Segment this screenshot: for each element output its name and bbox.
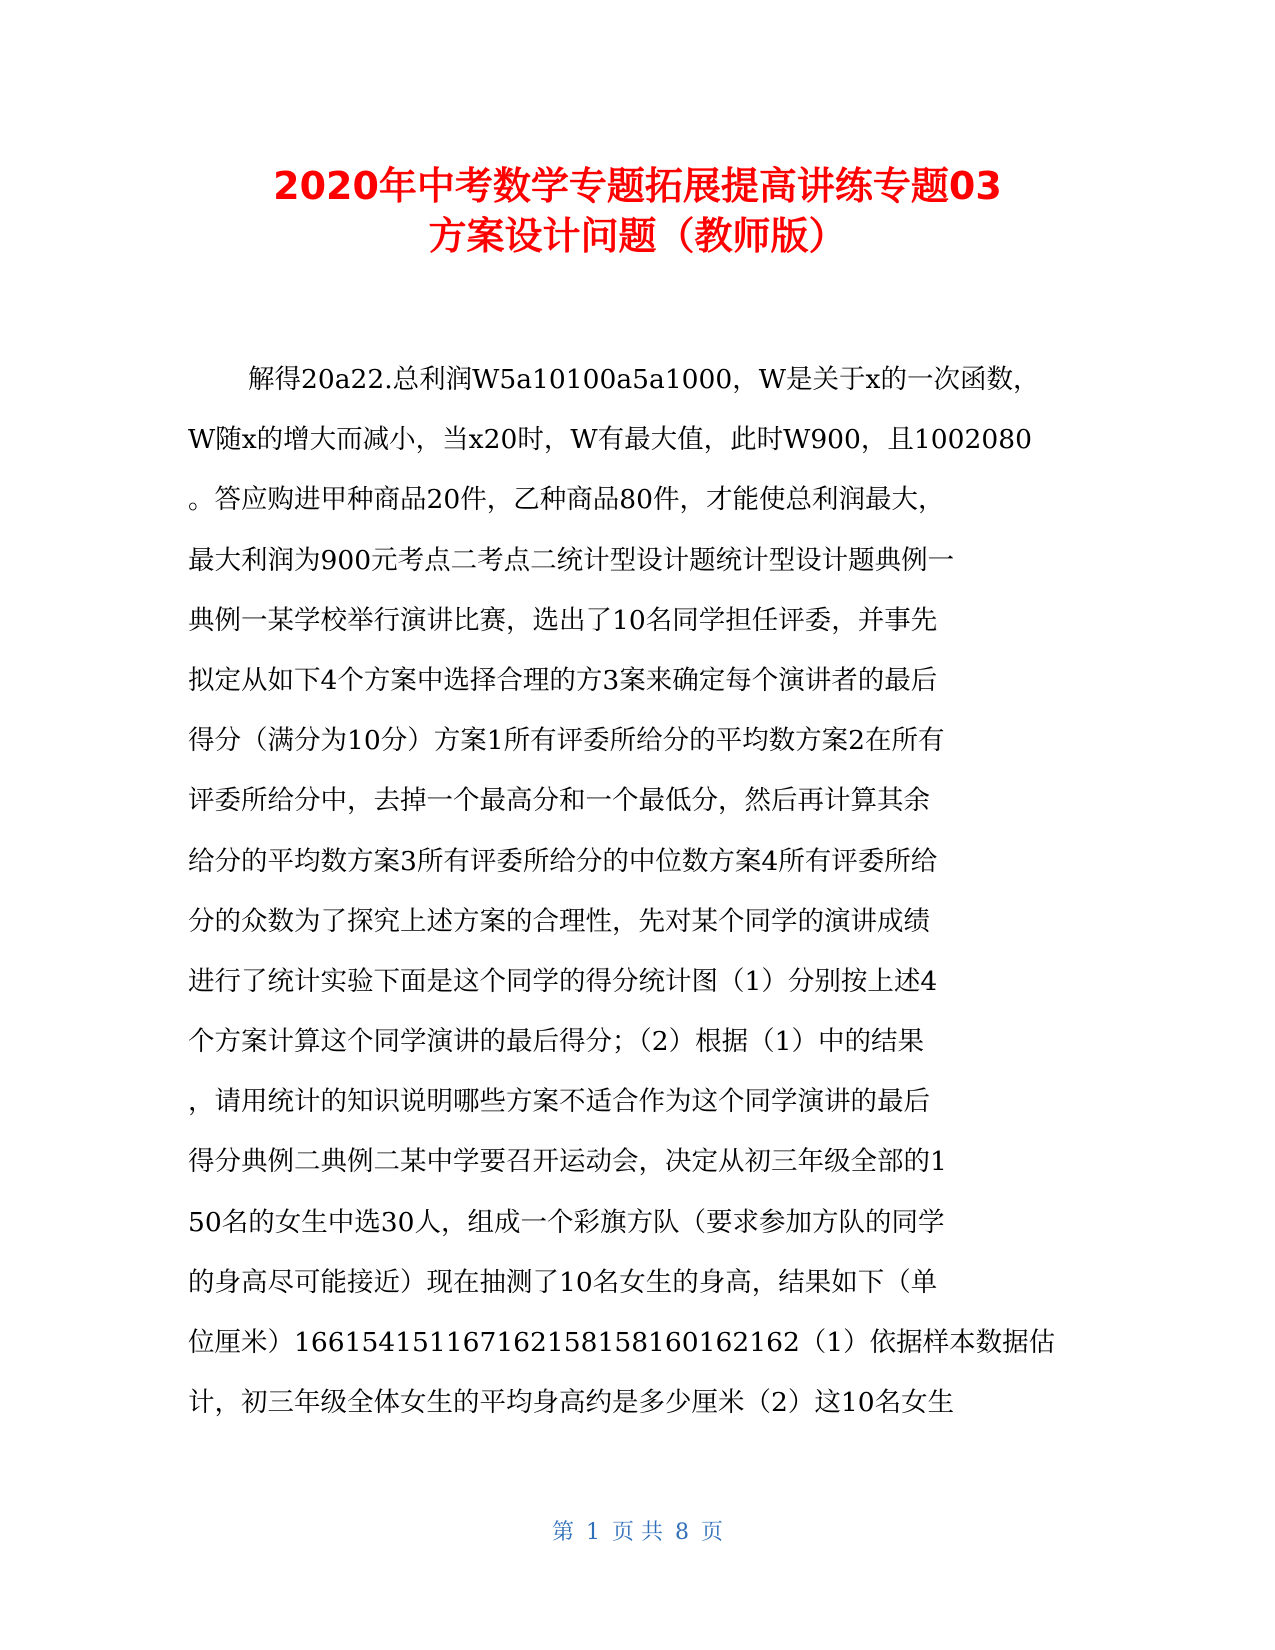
body-line: 典例一某学校举行演讲比赛，选出了10名同学担任评委，并事先: [188, 604, 938, 636]
footer-prefix: 第: [551, 1520, 574, 1545]
footer-suffix: 页: [701, 1520, 724, 1545]
body-line: W随x的增大而减小，当x20时，W有最大值，此时W900，且1002080: [188, 424, 1032, 456]
body-line: 评委所给分中，去掉一个最高分和一个最低分，然后再计算其余: [188, 785, 930, 817]
footer-total-pages: 8: [675, 1520, 689, 1545]
body-line: 的身高尽可能接近）现在抽测了10名女生的身高，结果如下（单: [188, 1266, 938, 1298]
body-line: 给分的平均数方案3所有评委所给分的中位数方案4所有评委所给: [188, 845, 938, 877]
body-line: 得分（满分为10分）方案1所有评委所给分的平均数方案2在所有: [188, 725, 945, 757]
footer-page-number: 1: [586, 1520, 600, 1545]
body-line: 解得20a22.总利润W5a10100a5a1000，W是关于x的一次函数，: [248, 364, 1040, 395]
body-line: 拟定从如下4个方案中选择合理的方3案来确定每个演讲者的最后: [188, 664, 938, 696]
body-line: 位厘米）1661541511671621581581601621​62（1）依据样本数据估: [188, 1327, 1056, 1358]
body-line: 进行了统计实验下面是这个同学的得分统计图（1）分别按上述4: [188, 965, 938, 997]
body-line: ，请用统计的知识说明哪些方案不适合作为这个同学演讲的最后: [188, 1086, 930, 1118]
document-title-line-1: 2020年中考数学专题拓展提高讲练专题03: [273, 164, 1002, 208]
body-line: 个方案计算这个同学演讲的最后得分；（2）根据（1）中的结果: [188, 1026, 924, 1058]
body-line: 分的众数为了探究上述方案的合理性，先对某个同学的演讲成绩: [188, 905, 930, 937]
body-line: 得分典例二典例二某中学要召开运动会，决定从初三年级全部的1: [188, 1146, 947, 1178]
footer-middle: 页 共: [612, 1520, 663, 1545]
body-line: 最大利润为900元考点二考点二统计型设计题统计型设计题典例一: [188, 544, 955, 576]
page-footer: [0, 1515, 1275, 1546]
body-line: 计，初三年级全体女生的平均身高约是多少厘米（2）这10名女生: [188, 1387, 955, 1419]
document-body: [188, 362, 1078, 1445]
body-line: 。答应购进甲种商品20件，乙种商品80件，才能使总利润最大，: [188, 484, 945, 516]
body-line: 50名的女生中选30人，组成一个彩旗方队（要求参加方队的同学: [188, 1206, 945, 1238]
document-title-line-2: 方案设计问题（教师版）: [428, 214, 847, 258]
